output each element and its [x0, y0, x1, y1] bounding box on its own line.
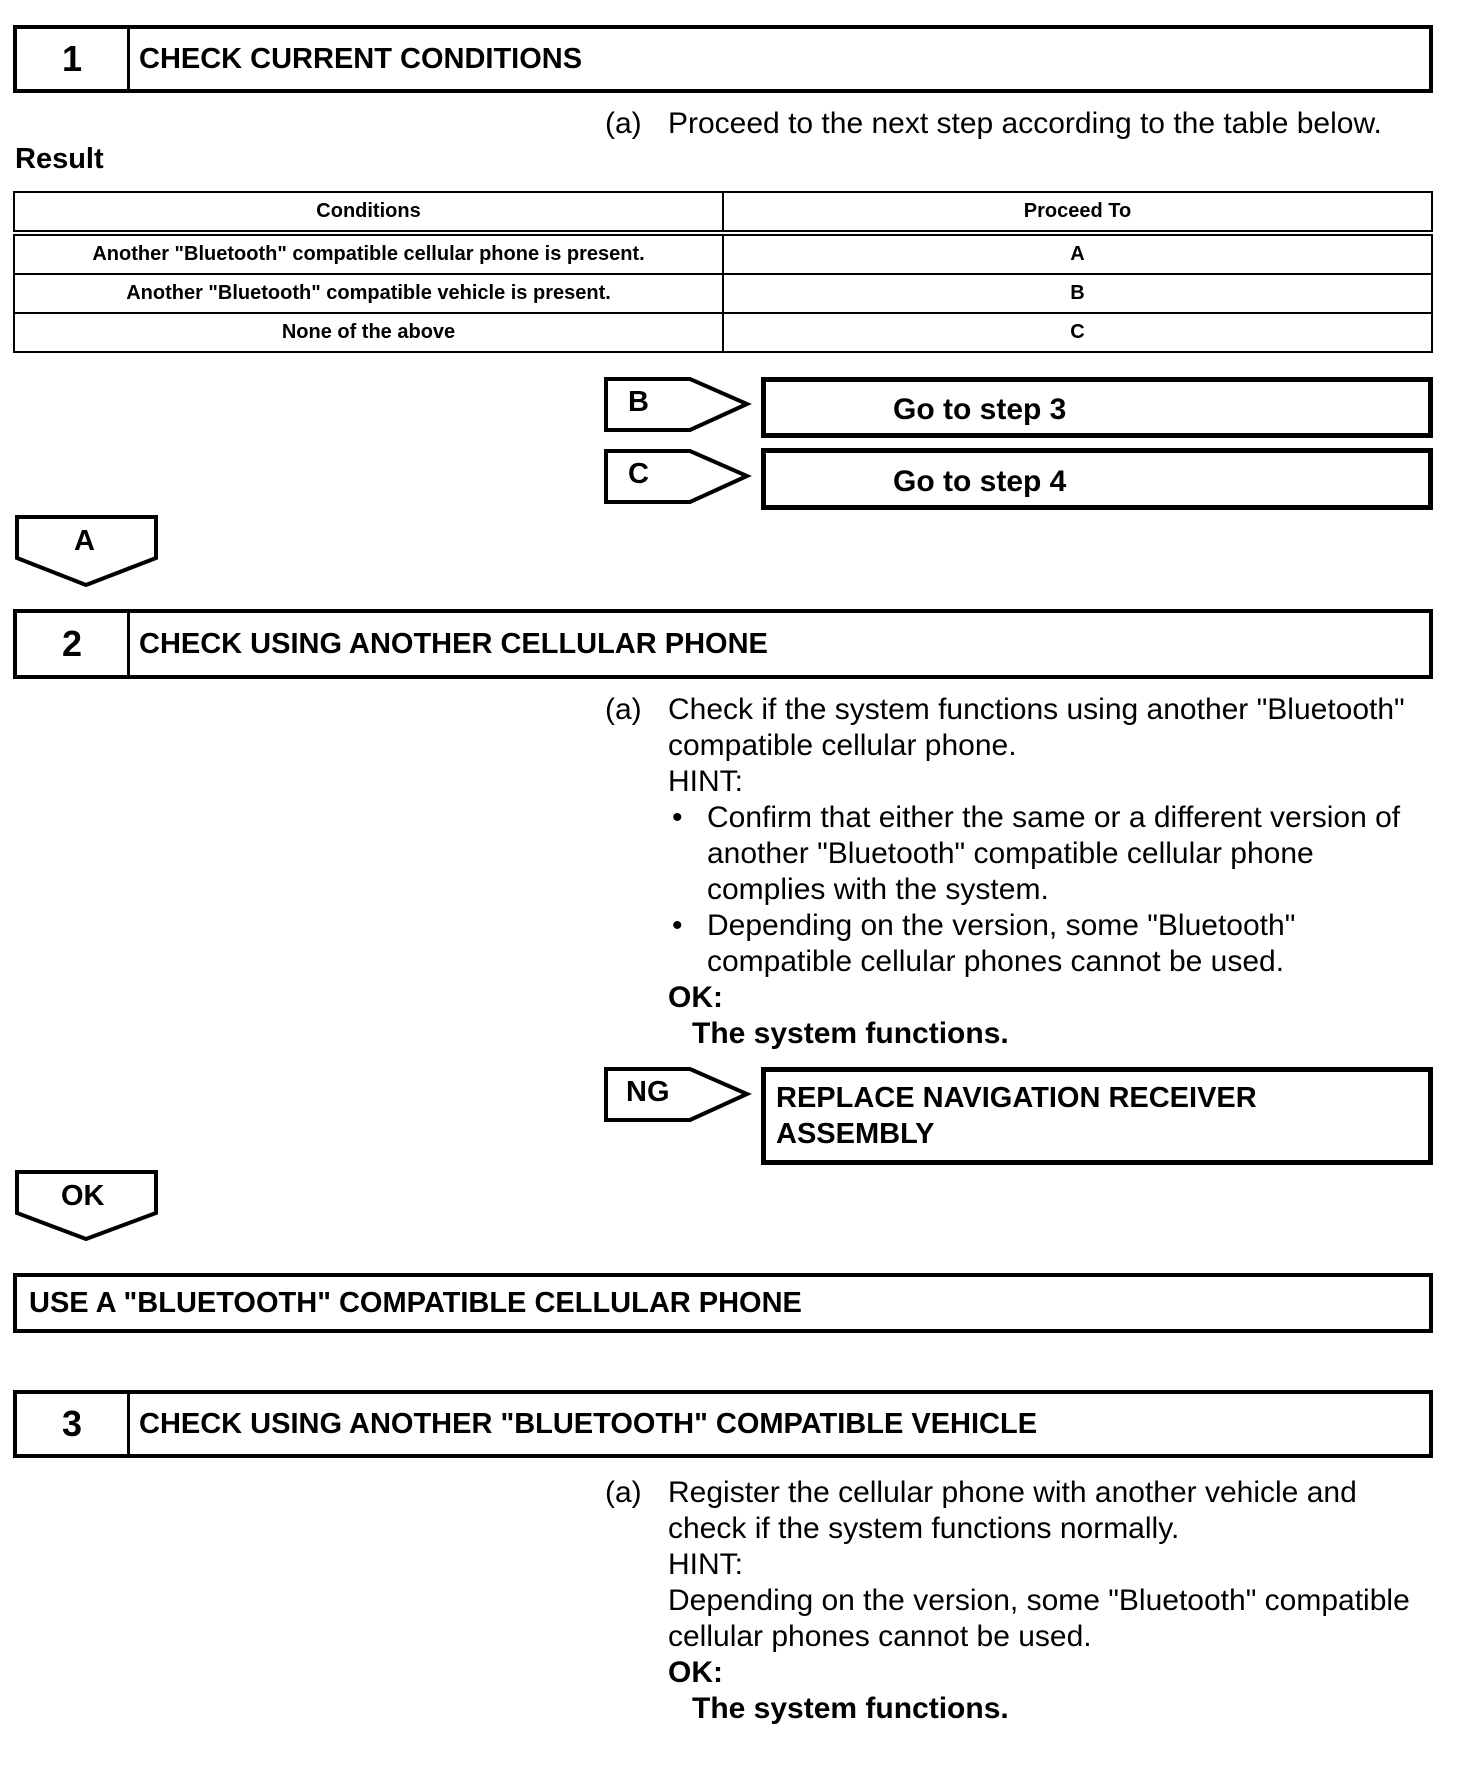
step-2-header [13, 609, 1433, 679]
instruction-label: (a) [605, 107, 642, 140]
step-title: CHECK CURRENT CONDITIONS [139, 42, 583, 75]
action-line: ASSEMBLY [776, 1118, 935, 1150]
bullet-line: another "Bluetooth" compatible cellular phone [707, 837, 1314, 870]
result-table [13, 191, 1433, 353]
instruction-line: compatible cellular phone. [668, 729, 1017, 762]
branch-ng-tag[interactable] [604, 1067, 750, 1123]
column-header: Conditions [14, 192, 723, 233]
right-arrow-tag-icon [604, 449, 750, 505]
condition-cell: None of the above [14, 313, 723, 352]
proceed-cell: A [723, 233, 1432, 274]
hint-label: HINT: [668, 765, 743, 798]
instruction-label: (a) [605, 1476, 642, 1509]
ok-criteria: The system functions. [692, 1692, 1009, 1725]
step-title: CHECK USING ANOTHER "BLUETOOTH" COMPATIBLE VEHICLE [139, 1407, 1038, 1440]
condition-cell: Another "Bluetooth" compatible cellular phone is present. [14, 233, 723, 274]
use-bluetooth-phone-box [13, 1273, 1433, 1333]
instruction-line: check if the system functions normally. [668, 1512, 1180, 1545]
bullet-line: Confirm that either the same or a different version of [707, 801, 1401, 834]
instruction-label: (a) [605, 693, 642, 726]
action-text: Go to step 4 [893, 465, 1067, 498]
branch-c-tag[interactable] [604, 449, 750, 505]
branch-ok-tag[interactable] [15, 1170, 159, 1242]
hint-label: HINT: [668, 1548, 743, 1581]
go-to-step-4-box[interactable] [761, 448, 1433, 510]
bullet-line: compatible cellular phones cannot be used. [707, 945, 1285, 978]
instruction-text: Proceed to the next step according to the table below. [668, 107, 1382, 140]
step-number: 1 [17, 29, 130, 89]
table-row [14, 233, 1432, 274]
go-to-step-3-box[interactable] [761, 377, 1433, 438]
action-title: USE A "BLUETOOTH" COMPATIBLE CELLULAR PHONE [29, 1286, 802, 1319]
table-row [14, 313, 1432, 352]
branch-tag-label: NG [626, 1076, 670, 1108]
branch-tag-label: A [74, 525, 95, 557]
branch-tag-label: B [628, 386, 649, 418]
step-number: 3 [17, 1394, 130, 1454]
column-header: Proceed To [723, 192, 1432, 233]
ok-label: OK: [668, 981, 723, 1014]
ok-label: OK: [668, 1656, 723, 1689]
hint-bullet [668, 800, 1405, 908]
ok-criteria: The system functions. [692, 1017, 1009, 1050]
instruction-line: Check if the system functions using another "Bluetooth" [668, 693, 1405, 726]
proceed-cell: B [723, 274, 1432, 313]
hint-line: Depending on the version, some "Bluetooth" compatible [668, 1584, 1410, 1617]
step-1-header [13, 25, 1433, 93]
table-header-row [14, 192, 1432, 233]
action-line: REPLACE NAVIGATION RECEIVER [776, 1082, 1257, 1114]
instruction-body [668, 692, 1405, 1052]
bullet-icon: • [672, 909, 683, 942]
condition-cell: Another "Bluetooth" compatible vehicle is present. [14, 274, 723, 313]
branch-tag-label: C [628, 458, 649, 490]
instruction-line: Register the cellular phone with another vehicle and [668, 1476, 1357, 1509]
instruction-body [668, 1475, 1410, 1727]
branch-a-tag[interactable] [15, 515, 159, 587]
hint-bullet [668, 908, 1405, 980]
branch-b-tag[interactable] [604, 377, 750, 433]
action-text [776, 1080, 1257, 1152]
result-heading: Result [15, 143, 104, 175]
step-title: CHECK USING ANOTHER CELLULAR PHONE [139, 627, 768, 660]
bullet-line: complies with the system. [707, 873, 1049, 906]
bullet-line: Depending on the version, some "Bluetooth" [707, 909, 1296, 942]
right-arrow-tag-icon [604, 377, 750, 433]
table-row [14, 274, 1432, 313]
proceed-cell: C [723, 313, 1432, 352]
step-number: 2 [17, 613, 130, 675]
branch-tag-label: OK [61, 1180, 105, 1212]
action-text: Go to step 3 [893, 393, 1067, 426]
bullet-icon: • [672, 801, 683, 834]
replace-navigation-receiver-box[interactable] [761, 1067, 1433, 1165]
step-3-header [13, 1390, 1433, 1458]
hint-line: cellular phones cannot be used. [668, 1620, 1092, 1653]
